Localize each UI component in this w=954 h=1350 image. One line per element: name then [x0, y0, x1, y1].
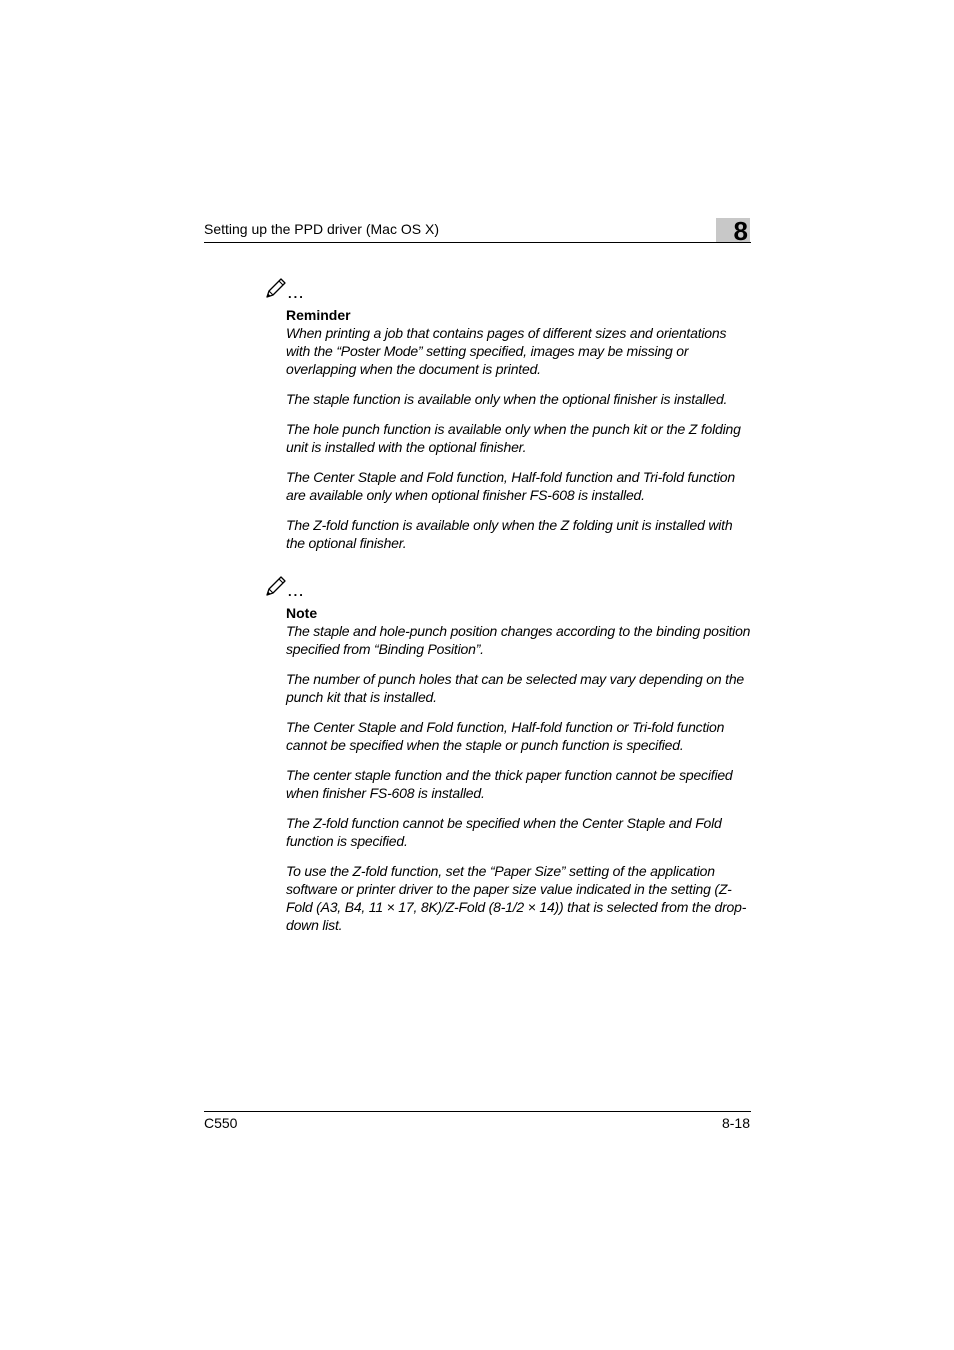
reminder-icon-row — [264, 276, 754, 302]
note-paragraph: The number of punch holes that can be selected may vary depending on the punch kit that is installed. — [286, 671, 745, 705]
reminder-paragraph: The staple function is available only when the optional finisher is installed. — [286, 391, 728, 407]
note-block — [264, 574, 754, 946]
reminder-paragraph: When printing a job that contains pages of different sizes and orientations with the “Poster Mode” setting specified, images may be missing or overlapping when the document is printed. — [286, 325, 727, 377]
header-title: Setting up the PPD driver (Mac OS X) — [204, 221, 439, 237]
footer-divider — [204, 1111, 751, 1112]
chapter-number: 8 — [733, 216, 748, 246]
note-paragraph: To use the Z-fold function, set the “Paper Size” setting of the application software or printer driver to the paper size value indicated in the setting (Z-Fold (A3, B4, 11 × 17, 8K)/Z-Fold (8-1/2 × 14)) that is selected from the drop-down list. — [286, 863, 747, 933]
footer-model: C550 — [204, 1115, 238, 1131]
pencil-note-icon — [264, 574, 288, 598]
note-paragraph: The center staple function and the thick paper function cannot be specified when finisher FS-608 is installed. — [286, 767, 733, 801]
reminder-heading: Reminder — [286, 307, 351, 323]
reminder-paragraph: The hole punch function is available only when the punch kit or the Z folding unit is installed with the optional finisher. — [286, 421, 741, 455]
note-icon-row — [264, 574, 754, 600]
chapter-badge — [716, 216, 750, 246]
reminder-block — [264, 276, 754, 564]
note-paragraph: The Z-fold function cannot be specified when the Center Staple and Fold function is specified. — [286, 815, 722, 849]
reminder-paragraph: The Z-fold function is available only when the Z folding unit is installed with the optional finisher. — [286, 517, 733, 551]
footer-page-number: 8-18 — [721, 1115, 750, 1131]
note-paragraph: The Center Staple and Fold function, Half-fold function or Tri-fold function cannot be specified when the staple or punch function is specified. — [286, 719, 725, 753]
note-heading: Note — [286, 605, 318, 621]
header-divider — [204, 242, 751, 243]
pencil-note-icon — [264, 276, 288, 300]
reminder-paragraph: The Center Staple and Fold function, Half-fold function and Tri-fold function are available only when optional finisher FS-608 is installed. — [286, 469, 735, 503]
ellipsis-icon: ... — [288, 584, 305, 599]
note-paragraph: The staple and hole-punch position changes according to the binding position specified from “Binding Position”. — [286, 623, 751, 657]
ellipsis-icon: ... — [288, 286, 305, 301]
